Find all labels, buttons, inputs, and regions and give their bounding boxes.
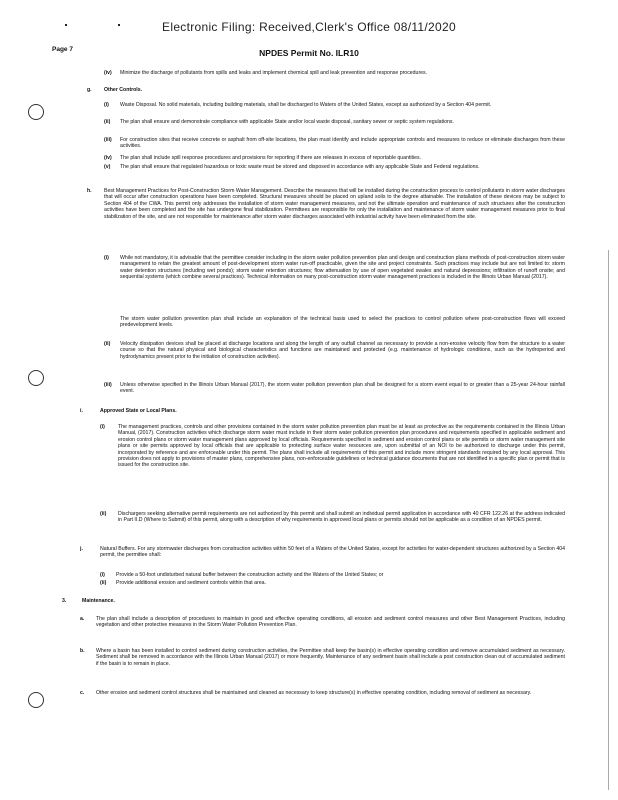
item-text: Velocity dissipation devices shall be placed at discharge locations and along the length of any outfall channel as necessary to provide a non-erosive velocity flow from the structure to a water course so that the natural physical and biological characteristics and functions are maintained and protected (e.g. maintenance of hydrologic conditions, such as the hydroperiod and hydrodynamics present prior to the initiation of construction activities). [120,341,565,360]
section-heading: Other Controls. [104,87,143,93]
item-label: (v) [104,164,111,170]
item-label: (ii) [104,341,111,347]
item-label: (iv) [104,70,112,76]
item-label: (iii) [104,382,112,388]
scan-edge [608,250,609,790]
item-text: The plan shall include a description of procedures to maintain in good and effective operating conditions, all erosion and sediment control measures and other Best Management Practices, including vegetation and other protective measures in the Storm Water Pollution Prevention Plan. [96,616,565,629]
item-text: The storm water pollution prevention plan shall include an explanation of the technical basis used to select the practices to control pollution where post-construction flows will exceed predevelopment levels. [120,316,565,329]
section-heading: Approved State or Local Plans. [100,408,177,414]
item-label: (i) [104,102,109,108]
item-text: Dischargers seeking alternative permit requirements are not authorized by this permit and shall submit an individual permit application in accordance with 40 CFR 122.26 at the address indicated in Part II.D (Where to Submit) of this permit, along with a description of why requirements in approved local plans or permits should not be applicable as a condition of an NPDES permit. [118,511,565,524]
section-label: h. [87,188,92,194]
item-label: (iii) [104,137,112,143]
item-label: a. [80,616,85,622]
item-label: (ii) [100,580,107,586]
section-text: Natural Buffers. For any stormwater discharges from construction activities within 50 feet of a Waters of the United States, except for activities for water-dependent structures authorized by a Section 404 permit, the permittee shall: [100,546,565,559]
section-label: g. [87,87,92,93]
page-number: Page 7 [52,46,73,53]
item-text: Provide a 50-foot undisturbed natural buffer between the construction activity and the Waters of the United States; or [116,572,384,578]
item-label: (ii) [104,119,111,125]
punch-hole [28,370,44,386]
section-label: j. [80,546,83,552]
item-text: Minimize the discharge of pollutants from spills and leaks and implement chemical spill and leak prevention and response procedures. [120,70,428,76]
section-label: 3. [62,598,67,604]
item-text: Unless otherwise specified in the Illinois Urban Manual (2017), the storm water pollution prevention plan shall be designed for a storm event equal to or greater than a 25-year 24-hour rainfall event. [120,382,565,395]
item-label: (iv) [104,155,112,161]
item-text: The management practices, controls and other provisions contained in the storm water pollution prevention plan must be at least as protective as the requirements contained in the Illinois Urban Manual, (2017). Construction activities which discharge storm water must include in their storm water pollution prevention plan procedures and requirements specified in applicable sediment and erosion control plans or storm water management plans approved by local officials. Requirements specified in sediment and erosion control plans or site permits or storm water management site plans or site permits approved by local officials that are applicable to protecting surface water resources are, upon submittal of an NOI to be authorized to discharge under this permit, incorporated by reference and are enforceable under this permit. The plans shall include all requirements of this permit and include more stringent standards required by any local approval. This provision does not apply to provisions of master plans, comprehensive plans, non-enforceable guidelines or technical guidance documents that are not identified in a specific plan or permit that is issued for the construction site. [118,424,565,469]
item-text: Provide additional erosion and sediment controls within that area. [116,580,266,586]
item-text: The plan shall ensure that regulated hazardous or toxic waste must be stored and disposed in accordance with any applicable State and Federal regulations. [120,164,480,170]
scan-speck [118,24,120,26]
item-label: (i) [100,572,105,578]
punch-hole [28,692,44,708]
item-label: (ii) [100,511,107,517]
item-text: The plan shall include spill response procedures and provisions for reporting if there are releases in excess of reportable quantities. [120,155,422,161]
scan-speck [65,24,67,26]
section-heading: Maintenance. [82,598,115,604]
item-text: For construction sites that receive concrete or asphalt from off-site locations, the plan must identify and include appropriate controls and measures to reduce or eliminate discharges from these activities. [120,137,565,150]
item-label: b. [80,648,85,654]
item-text: The plan shall ensure and demonstrate compliance with applicable State and/or local waste disposal, sanitary sewer or septic system regulations. [120,119,454,125]
permit-title: NPDES Permit No. ILR10 [259,48,359,58]
item-label: (i) [104,255,109,261]
item-text: Waste Disposal. No solid materials, including building materials, shall be discharged to Waters of the United States, except as authorized by a Section 404 permit. [120,102,492,108]
item-text: Where a basin has been installed to control sediment during construction activities, the Permittee shall keep the basin(s) in effective operating condition and remove accumulated sediment as necessary. Sediment shall be removed in accordance with the Illinois Urban Manual (2017) or more frequently. Maintenance of any sediment basin shall include a post construction clean out of accumulated sediment if the basin is to remain in place. [96,648,565,667]
punch-hole [28,104,44,120]
section-label: i. [80,408,83,414]
section-text: Best Management Practices for Post-Construction Storm Water Management. Describe the measures that will be installed during the construction process to control pollutants in storm water discharges that will occur after construction operations have been completed. Structural measures should be placed on upland soils to the degree attainable. The installation of these devices may be subject to Section 404 of the CWA. This permit only addresses the installation of storm water management measures, and not the ultimate operation and maintenance of such structures after the construction activities have been completed and the site has undergone final stabilization. Permittees are responsible for only the installation and maintenance of storm water management measures prior to final stabilization of the site, and are not responsible for maintenance after storm water discharges associated with industrial activity have been eliminated from the site. [104,188,565,220]
item-text: Other erosion and sediment control structures shall be maintained and cleaned as necessary to keep structure(s) in effective operating condition, including removal of sediment as necessary. [96,690,532,696]
item-label: (i) [100,424,105,430]
item-label: c. [80,690,85,696]
item-text: While not mandatory, it is advisable that the permittee consider including in the storm water pollution prevention plan and design and construction plans methods of post-construction storm water management to retain the greatest amount of post-development storm water run-off practicable, given the site and project constraints. Such practices may include but are not limited to: storm water detention structures (including wet ponds); storm water retention structures; flow attenuation by use of open vegetated swales and natural depressions; infiltration of runoff onsite; and sequential systems (which combine several practices). Technical information on many post-construction storm water management practices is included in the Illinois Urban Manual (2017). [120,255,565,281]
filing-stamp: Electronic Filing: Received,Clerk's Office 08/11/2020 [162,20,456,34]
